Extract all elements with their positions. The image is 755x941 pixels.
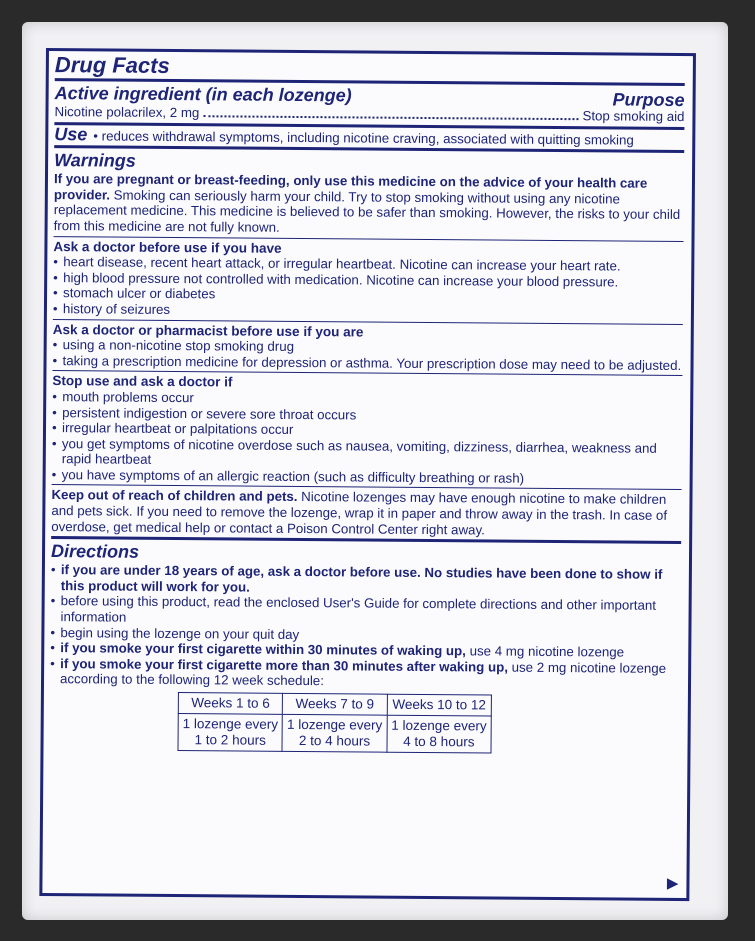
list-item: • persistent indigestion or severe sore throat occurs: [52, 405, 682, 426]
dose-line: 1 lozenge every: [182, 716, 279, 732]
directions-heading: Directions: [50, 541, 140, 562]
list-item: • begin using the lozenge on your quit day: [50, 625, 680, 646]
pregnancy-warning: [54, 171, 684, 238]
dose-line: 1 lozenge every: [286, 716, 383, 733]
ask-pharmacist-heading: Ask a doctor or pharmacist before use if you are: [52, 321, 364, 340]
warnings-section: [54, 145, 685, 240]
list-item: • using a non-nicotine stop smoking drug: [53, 337, 683, 358]
dose-interval: 1 to 2 hours: [194, 732, 266, 748]
stop-use-section: [52, 370, 683, 489]
list-item: • history of seizures: [53, 301, 683, 322]
active-ingredient-section: [54, 78, 684, 127]
keep-out-bold: Keep out of reach of children and pets.: [51, 487, 298, 505]
list-item: • irregular heartbeat or palpitations occur: [52, 420, 682, 441]
continue-arrow-icon: ▶: [666, 875, 679, 893]
table-header-cell: Weeks 7 to 9: [283, 693, 387, 715]
active-ingredient-purpose: Stop smoking aid: [582, 108, 685, 125]
table-header-row: [178, 693, 491, 716]
list-item: [51, 562, 681, 598]
active-ingredient-name: Nicotine polacrilex, 2 mg: [54, 104, 200, 121]
table-cell: [178, 714, 283, 752]
ask-pharmacist-section: [52, 319, 682, 376]
stop-use-heading: Stop use and ask a doctor if: [52, 373, 233, 390]
drug-facts-panel: [39, 48, 696, 901]
dose-interval: 4 to 8 hours: [403, 733, 475, 750]
list-item: • you have symptoms of an allergic reaction (such as difficulty breathing or rash): [52, 467, 682, 488]
list-item: • taking a prescription medicine for depression or asthma. Your prescription dose may need to be adjusted.: [52, 353, 682, 374]
purpose-heading: Purpose: [612, 89, 685, 111]
table-cell: [282, 714, 387, 752]
direction-text: use 4 mg nicotine lozenge: [465, 643, 625, 660]
list-item: • before using this product, read the enclosed User's Guide for complete directions and other important information: [50, 593, 680, 629]
pregnancy-warning-bold: If you are pregnant or breast-feeding, only use this medicine on the advice of your health care provider.: [53, 171, 648, 203]
drug-facts-title: Drug Facts: [54, 52, 170, 78]
dose-interval: 2 to 4 hours: [298, 733, 371, 749]
keep-out-text: Nicotine lozenges may have enough nicotine to make children and pets sick. If you need to remove the lozenge, wrap it in paper and throw away in the trash. In case of overdose, get medical help or contact a Poison Control Center right away.: [51, 489, 668, 538]
table-header-cell: Weeks 10 to 12: [387, 694, 491, 716]
table-cell: [387, 715, 492, 753]
ask-doctor-heading: Ask a doctor before use if you have: [53, 238, 282, 256]
use-text: • reduces withdrawal symptoms, including nicotine craving, associated with quitting smoking: [93, 127, 634, 148]
list-item: • mouth problems occur: [52, 389, 682, 410]
list-item: • you get symptoms of nicotine overdose such as nausea, vomiting, dizziness, diarrhea, weakness and rapid heartbeat: [52, 436, 682, 472]
direction-bold: if you are under 18 years of age, ask a doctor before use. No studies have been done to show if this product will work for you.: [60, 562, 663, 595]
table-row: [178, 714, 491, 753]
table-header-cell: Weeks 1 to 6: [178, 693, 282, 715]
list-item: • high blood pressure not controlled with medication. Nicotine can increase your blood pressure.: [53, 270, 683, 291]
dosage-schedule-table: [177, 692, 491, 753]
list-item: [50, 656, 680, 692]
dot-leader: [203, 115, 578, 120]
pregnancy-warning-text: Smoking can seriously harm your child. Try to stop smoking without using any nicotine replacement medicine. This medicine is believed to be safer than smoking. However, the risks to your child from this medicine are not fully known.: [53, 187, 681, 235]
direction-bold: if you smoke your first cigarette within 30 minutes of waking up,: [60, 640, 466, 659]
direction-bold: if you smoke your first cigarette more than 30 minutes after waking up,: [60, 655, 508, 675]
dose-line: 1 lozenge every: [391, 717, 487, 734]
list-item: • stomach ulcer or diabetes: [53, 285, 683, 306]
active-ingredient-heading: Active ingredient (in each lozenge): [54, 83, 352, 106]
ask-doctor-section: [53, 236, 684, 324]
use-heading: Use: [54, 123, 88, 144]
direction-text: use 2 mg nicotine lozenge according to the following 12 week schedule:: [59, 659, 667, 689]
list-item: • heart disease, recent heart attack, or irregular heartbeat. Nicotine can increase your heart rate.: [53, 254, 683, 275]
directions-section: [49, 536, 681, 757]
keep-out-section: [51, 485, 681, 542]
warnings-heading: Warnings: [54, 150, 136, 171]
